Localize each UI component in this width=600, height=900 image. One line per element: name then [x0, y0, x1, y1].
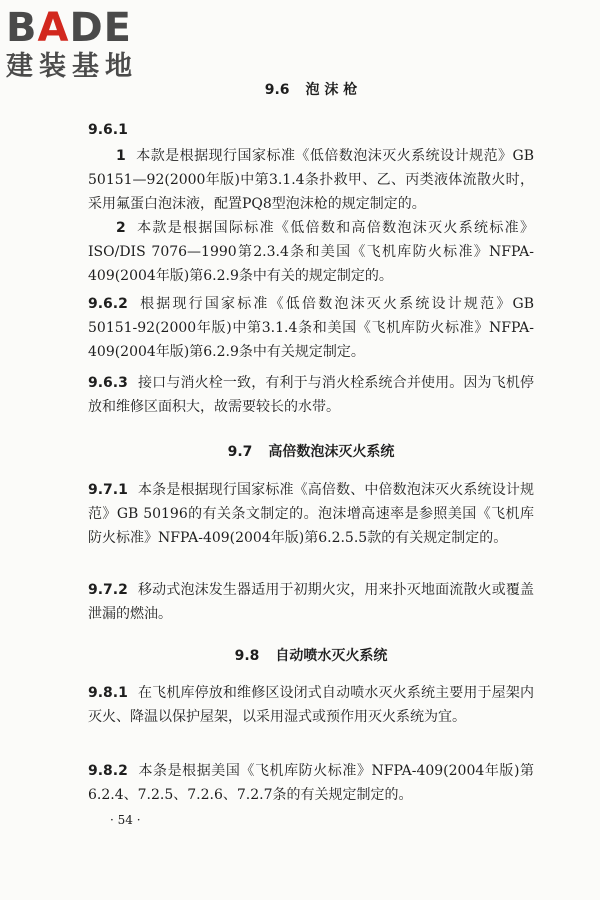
clause-9-7-1: 9.7.1 本条是根据现行国家标准《高倍数、中倍数泡沫灭火系统设计规范》GB 50196的有关条文制定的。泡沫增高速率是参照美国《飞机库防火标准》NFPA-409(2004年版)第6.2.5.5款的有关规定制定的。	[88, 482, 534, 546]
section-heading-9-7: 9.7 高倍数泡沫灭火系统	[227, 444, 395, 460]
section-heading-9-6: 9.6 泡 沫 枪	[264, 82, 358, 98]
clause-9-7-2: 9.7.2 移动式泡沫发生器适用于初期火灾，用来扑灭地面流散火或覆盖泄漏的燃油。	[88, 582, 534, 622]
page-number: · 54 ·	[110, 813, 141, 827]
clause-9-8-1: 9.8.1 在飞机库停放和维修区设闭式自动喷水灭火系统主要用于屋架内灭火、降温以保护屋架，以采用湿式或预作用灭火系统为宜。	[88, 685, 534, 725]
logo-brand-text: BADE	[6, 5, 132, 51]
clause-9-6-1-item-2: 2 本款是根据国际标准《低倍数和高倍数泡沫灭火系统标准》ISO/DIS 7076—1990第2.3.4条和美国《飞机库防火标准》NFPA-409(2004年版)第6.2.9条中有关的规定制定的。	[88, 220, 534, 284]
clause-9-6-1-item-1: 1 本款是根据现行国家标准《低倍数泡沫灭火系统设计规范》GB 50151—92(2000年版)中第3.1.4条扑救甲、乙、丙类液体流散火时，采用氟蛋白泡沫液，配置PQ8型泡沫枪的规定制定的。	[88, 148, 534, 212]
watermark-logo	[6, 6, 176, 84]
clause-9-6-1: 9.6.1	[88, 122, 128, 138]
logo-brand-chinese: 建装基地	[6, 51, 138, 82]
clause-9-6-3: 9.6.3 接口与消火栓一致，有利于与消火栓系统合并使用。因为飞机停放和维修区面积大，故需要较长的水带。	[88, 375, 534, 415]
clause-9-8-2: 9.8.2 本条是根据美国《飞机库防火标准》NFPA-409(2004年版)第6.2.4、7.2.5、7.2.6、7.2.7条的有关规定制定的。	[88, 763, 534, 803]
section-heading-9-8: 9.8 自动喷水灭火系统	[234, 648, 388, 664]
clause-9-6-2: 9.6.2 根据现行国家标准《低倍数泡沫灭火系统设计规范》GB 50151-92(2000年版)中第3.1.4条和美国《飞机库防火标准》NFPA-409(2004年版)第6.2.9条中有关规定制定。	[88, 296, 534, 360]
